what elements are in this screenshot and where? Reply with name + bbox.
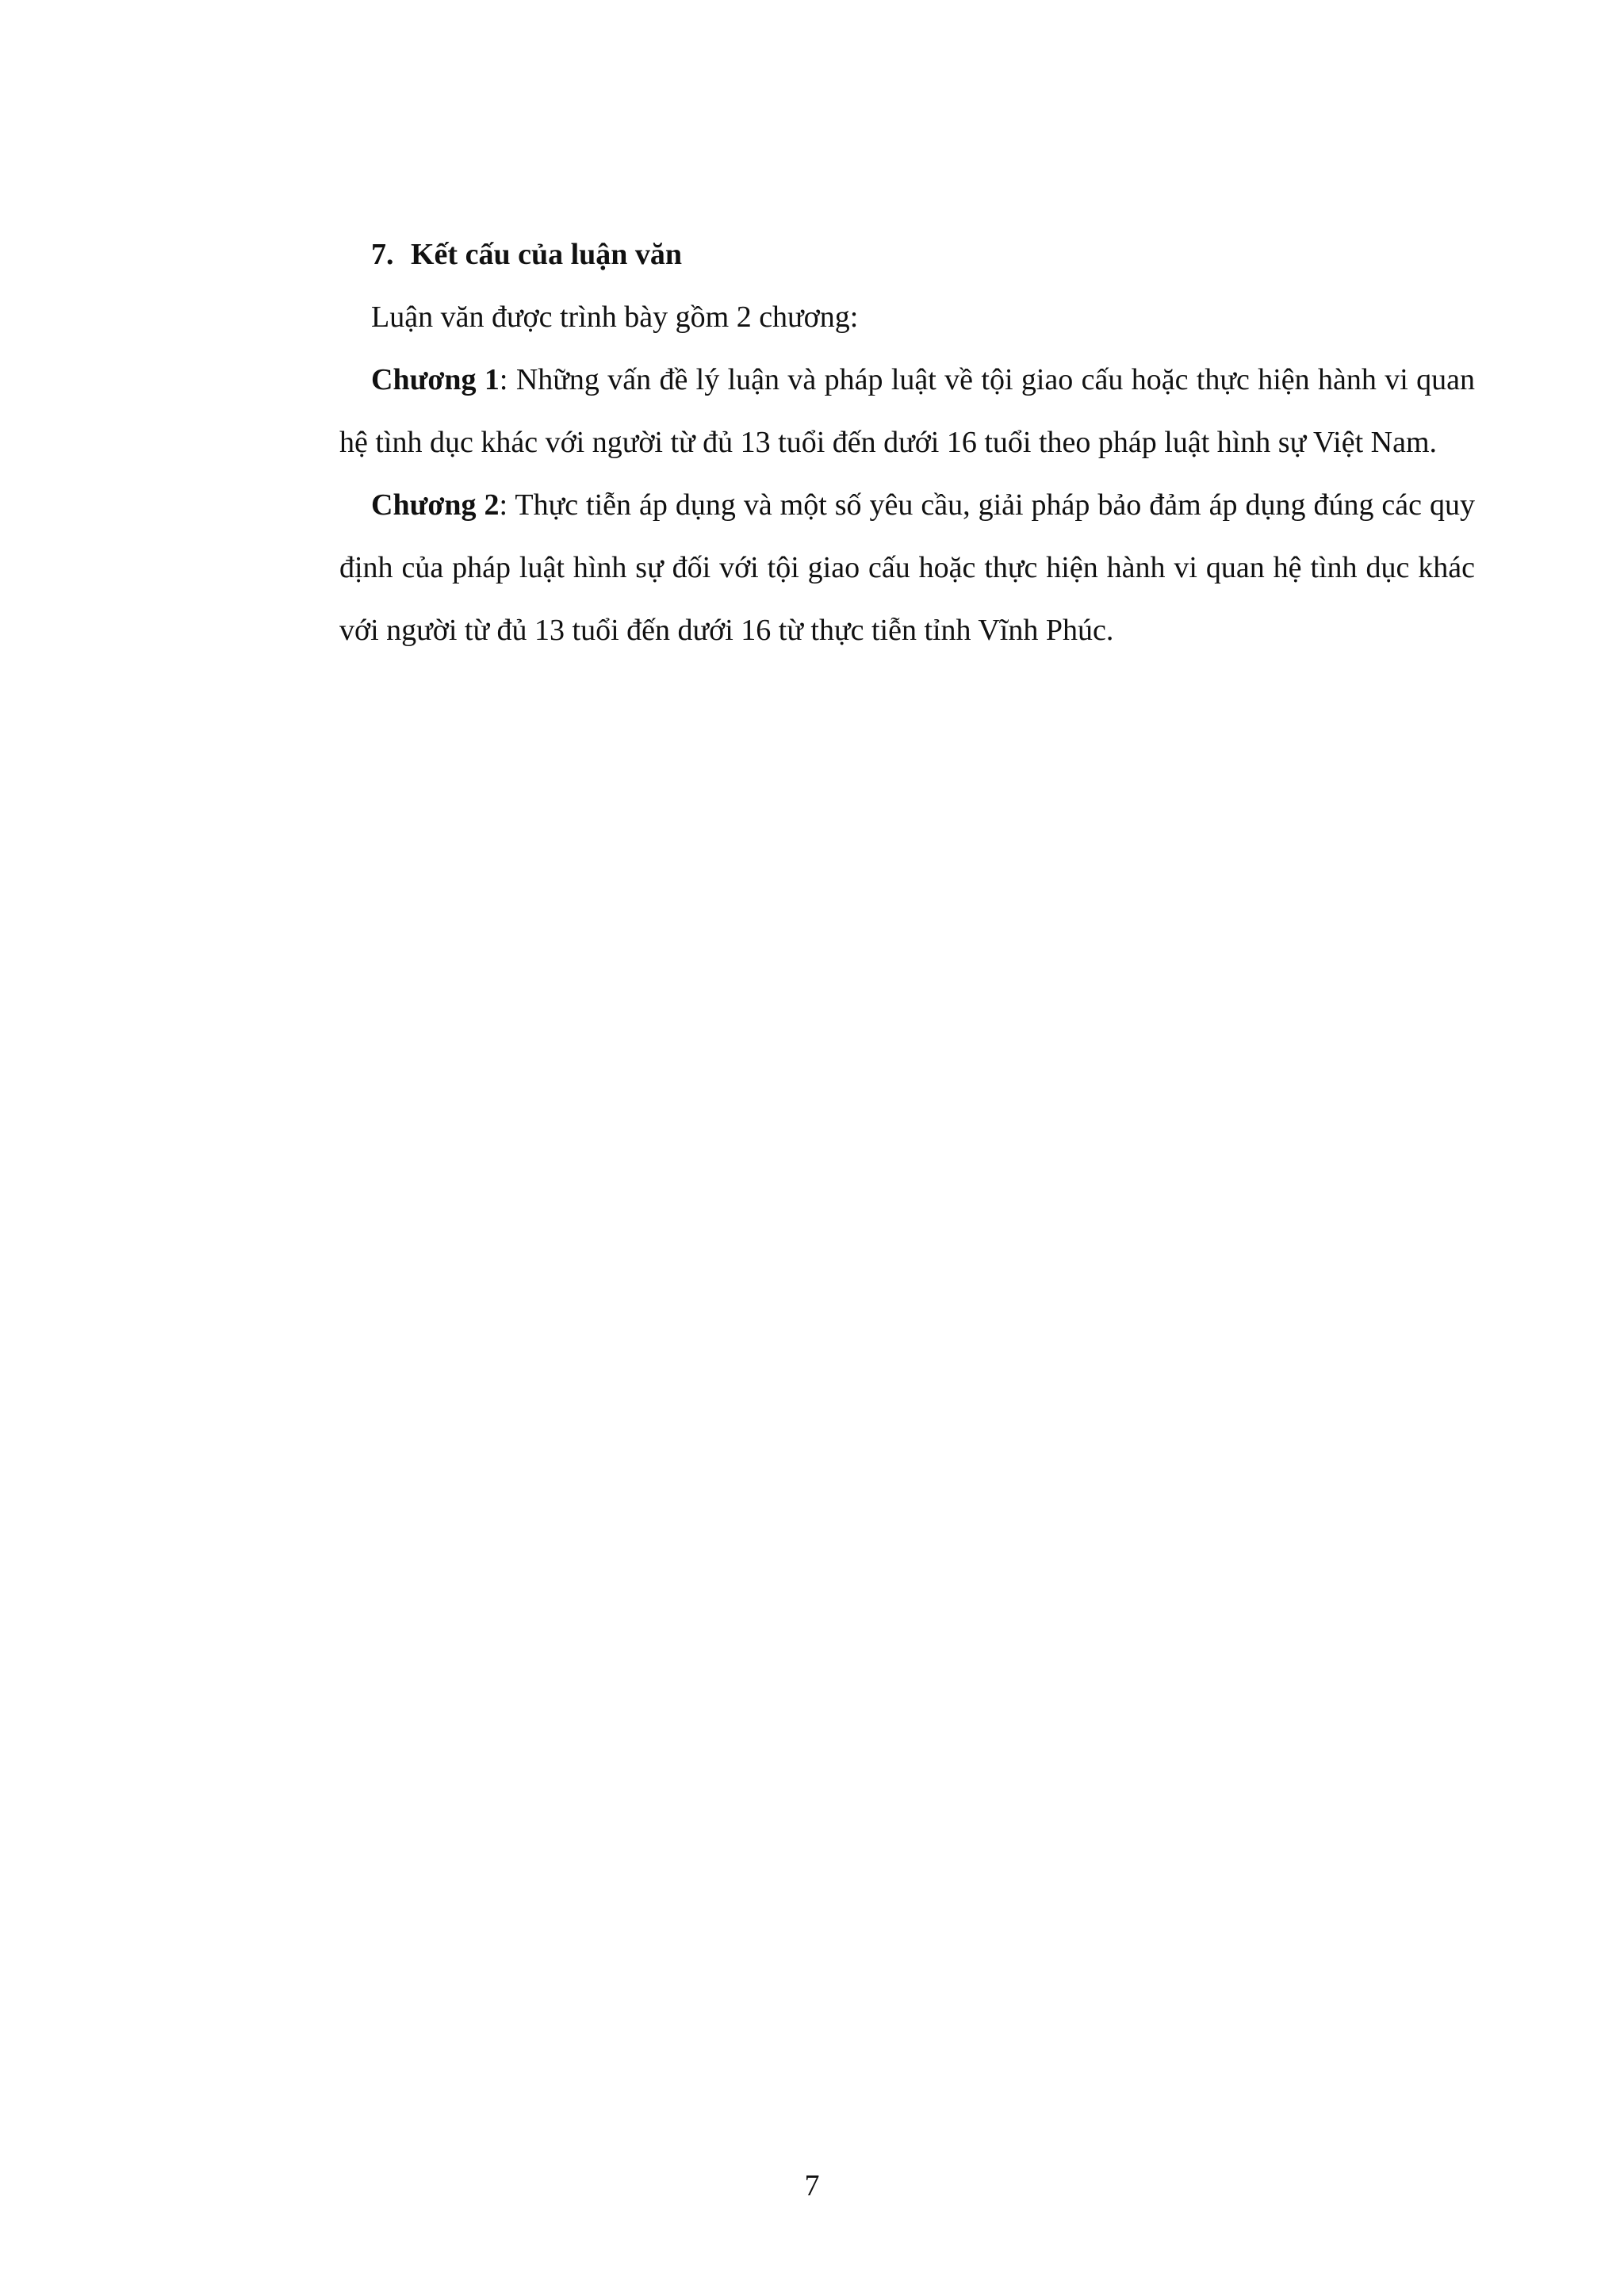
chapter-2-label: Chương 2: [371, 488, 500, 522]
chapter-1-label: Chương 1: [371, 363, 500, 396]
section-title: Kết cấu của luận văn: [411, 238, 683, 271]
chapter-2-text: : Thực tiễn áp dụng và một số yêu cầu, giải pháp bảo đảm áp dụng đúng các quy định của pháp luật hình sự đối với tội giao cấu hoặc thực hiện hành vi quan hệ tình dục khác với người từ đủ 13 tuổi đến dưới 16 từ thực tiễn tỉnh Vĩnh Phúc.: [339, 488, 1475, 647]
intro-paragraph: Luận văn được trình bày gồm 2 chương:: [371, 300, 859, 334]
page-body: [339, 224, 1475, 662]
chapter-2-paragraph: [339, 474, 1475, 662]
page-number: 7: [804, 2169, 820, 2202]
chapter-1-text: : Những vấn đề lý luận và pháp luật về tội giao cấu hoặc thực hiện hành vi quan hệ tình dục khác với người từ đủ 13 tuổi đến dưới 16 tuổi theo pháp luật hình sự Việt Nam.: [339, 363, 1475, 459]
chapter-1-paragraph: [339, 349, 1475, 474]
section-number: 7.: [371, 238, 394, 271]
section-heading: [339, 224, 1475, 286]
